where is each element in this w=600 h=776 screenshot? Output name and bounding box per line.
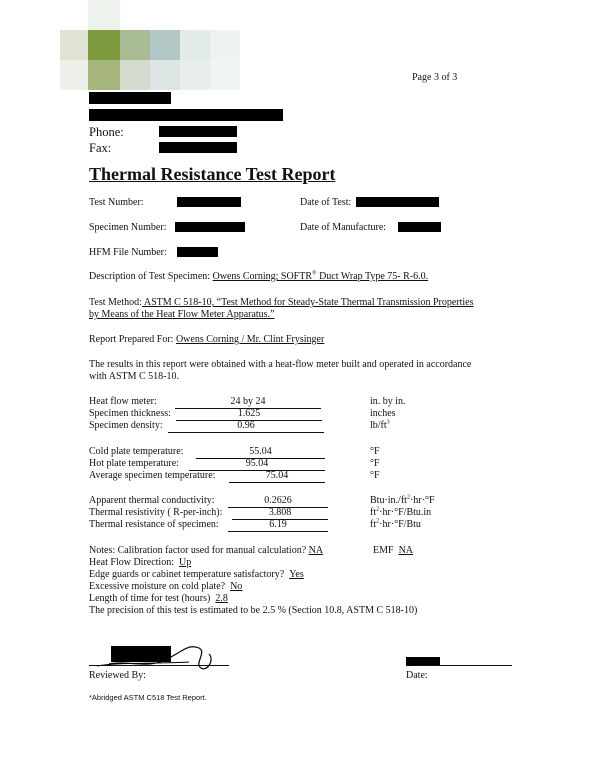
measurement-row: Specimen thickness:: [89, 408, 171, 419]
thermal-label: Thermal resistance of specimen:: [89, 519, 219, 530]
temperature-unit: °F: [370, 470, 380, 481]
prepared-for-value: Owens Corning / Mr. Clint Frysinger: [175, 334, 325, 345]
thermal-unit: $Btu\cdot in./ft^2\cdot hr\cdot^\circ F$: [370, 494, 435, 506]
temperature-label: Average specimen temperature:: [89, 470, 216, 481]
precision-note: The precision of this test is estimated to be 2.5 % (Section 10.8, ASTM C 518-10): [89, 605, 418, 616]
redacted-phone: [159, 126, 237, 137]
phone-label: Phone:: [89, 125, 124, 139]
results-note-line2: with ASTM C 518-10.: [89, 371, 180, 382]
redacted-specimen-number: [175, 222, 245, 232]
footnote: *Abridged ASTM C518 Test Report.: [89, 693, 207, 702]
redacted-fax: [159, 142, 237, 153]
calibration-note: Notes: Calibration factor used for manual calculation? NA: [89, 545, 324, 556]
moisture-note: Excessive moisture on cold plate? No: [89, 581, 243, 592]
redacted-address: [89, 109, 283, 121]
test-number-label: Test Number:: [89, 197, 144, 208]
date-signature-line: [406, 665, 512, 666]
measurement-value: 0.96: [168, 420, 324, 433]
hfm-file-number-label: HFM File Number:: [89, 247, 167, 258]
redacted-date-of-test: [356, 197, 439, 207]
reviewer-signature-line: [89, 665, 229, 666]
description-value: Owens Corning; SOFTR® Duct Wrap Type 75- R-6.0.: [212, 270, 429, 282]
measurement-unit: inches: [370, 408, 396, 419]
temperature-label: Hot plate temperature:: [89, 458, 179, 469]
date-of-test-label: Date of Test:: [300, 197, 352, 208]
test-method-value-line1: ASTM C 518-10, “Test Method for Steady-State Thermal Transmission Properties: [141, 297, 474, 308]
emf-note: EMF NA: [373, 545, 414, 556]
redacted-company-name: [89, 92, 171, 104]
heat-flow-direction: Heat Flow Direction: Up: [89, 557, 192, 568]
temperature-value: 55.04: [196, 446, 325, 459]
temperature-label: Cold plate temperature:: [89, 446, 184, 457]
prepared-for-row: [89, 334, 324, 346]
description-label: Description of Test Specimen:: [89, 271, 211, 282]
reviewer-signature: [89, 640, 239, 674]
thermal-label: Apparent thermal conductivity:: [89, 495, 215, 506]
thermal-unit: $ft^2\cdot hr\cdot^\circ F$/Btu: [370, 518, 421, 530]
prepared-for-label: Report Prepared For:: [89, 334, 174, 345]
thermal-value: 6.19: [228, 519, 328, 532]
test-method-row: [89, 297, 474, 309]
date-label: Date:: [406, 670, 428, 681]
temperature-value: 75.04: [229, 470, 325, 483]
measurement-unit: $lb/ft^3$: [370, 419, 390, 431]
measurement-value: 24 by 24: [175, 396, 321, 409]
results-note-line1: The results in this report were obtained with a heat-flow meter built and operated in accordance: [89, 359, 472, 370]
page-number: Page 3 of 3: [412, 72, 458, 83]
test-length-note: Length of time for test (hours) 2.8: [89, 593, 228, 604]
redacted-review-date: [406, 657, 440, 665]
thermal-unit: $ft^2\cdot hr\cdot^\circ F/Btu.in$: [370, 506, 432, 518]
redacted-date-of-manufacture: [398, 222, 441, 232]
report-title: Thermal Resistance Test Report: [89, 164, 336, 184]
description-row: [89, 271, 428, 283]
measurement-row: Heat flow meter:: [89, 396, 157, 407]
measurement-unit: in. by in.: [370, 396, 406, 407]
redacted-test-number: [177, 197, 241, 207]
test-method-value-line2: by Means of the Heat Flow Meter Apparatus.”: [89, 309, 275, 320]
fax-label: Fax:: [89, 141, 112, 155]
redacted-hfm-file-number: [177, 247, 218, 257]
date-of-manufacture-label: Date of Manufacture:: [300, 222, 387, 233]
test-method-label: Test Method:: [89, 297, 142, 308]
specimen-number-label: Specimen Number:: [89, 222, 167, 233]
measurement-row: Specimen density:: [89, 420, 163, 431]
measurement-value: 1.625: [176, 408, 322, 421]
thermal-value: 3.808: [232, 507, 328, 520]
temperature-unit: °F: [370, 446, 380, 457]
reviewed-by-label: Reviewed By:: [89, 670, 146, 681]
edge-guards-note: Edge guards or cabinet temperature satisfactory? Yes: [89, 569, 304, 580]
temperature-value: 95.04: [189, 458, 325, 471]
temperature-unit: °F: [370, 458, 380, 469]
thermal-label: Thermal resistivity ( R-per-inch):: [89, 507, 223, 518]
thermal-value: 0.2626: [228, 495, 328, 508]
